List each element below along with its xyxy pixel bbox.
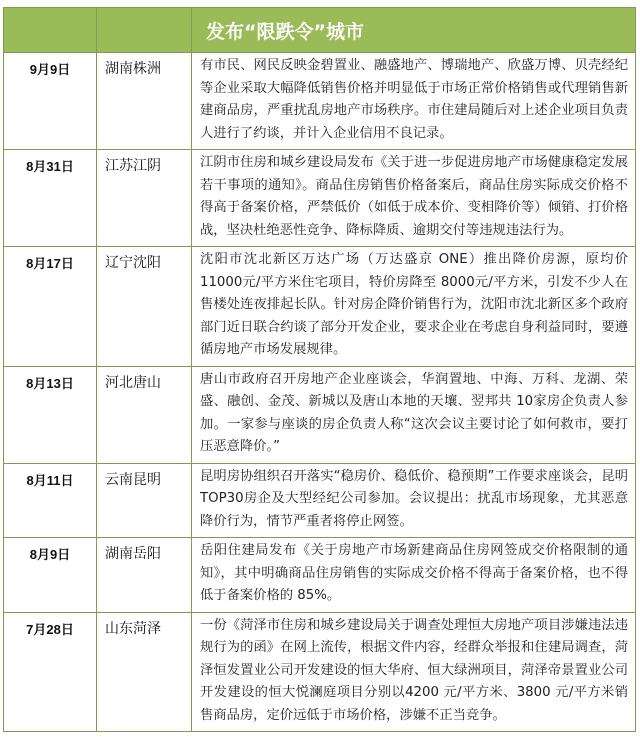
row-description: 江阴市住房和城乡建设局发布《关于进一步促进房地产市场健康稳定发展若干事项的通知》。商品住房销售价格备案后，商品住房实际成交价格不得高于备案价格，严禁低价（如低于成本价、变相降价等）倾销、打价格战，坚决杜绝恶性竞争、降标降质、逾期交付等违规违法行为。 (192, 150, 636, 247)
table-row (4, 53, 636, 150)
row-description: 岳阳住建局发布《关于房地产市场新建商品住房网签成交价格限制的通知》，其中明确商品住房销售的实际成交价格不得高于备案价格，也不得低于备案价格的 85%。 (192, 538, 636, 613)
row-date: 9月9日 (4, 53, 97, 150)
row-city: 云南昆明 (97, 463, 192, 538)
table-row (4, 612, 636, 732)
table-row (4, 366, 636, 463)
row-description: 昆明房协组织召开落实“稳房价、稳低价、稳预期”工作要求座谈会，昆明 TOP30房企及大型经纪公司参加。会议提出：扰乱市场现象，尤其恶意降价行为，情节严重者将停止网签。 (192, 463, 636, 538)
table-row (4, 538, 636, 613)
table-row (4, 247, 636, 367)
row-city: 江苏江阴 (97, 150, 192, 247)
row-date: 8月13日 (4, 366, 97, 463)
row-city: 山东菏泽 (97, 612, 192, 732)
header-empty-cell (97, 8, 192, 53)
table-title: 发布“限跌令”城市 (192, 8, 636, 53)
row-city: 湖南株洲 (97, 53, 192, 150)
row-city: 河北唐山 (97, 366, 192, 463)
city-price-restriction-table (3, 7, 636, 732)
row-city: 辽宁沈阳 (97, 247, 192, 367)
row-description: 唐山市政府召开房地产企业座谈会，华润置地、中海、万科、龙湖、荣盛、融创、金茂、新城以及唐山本地的天壤、翌邦共 10家房企负责人参加。一家参与座谈的房企负责人称“这次会议主要讨论了如何救市，要打压恶意降价。” (192, 366, 636, 463)
table-row (4, 463, 636, 538)
row-description: 沈阳市沈北新区万达广场（万达盛京 ONE）推出降价房源，原均价 11000元/平方米住宅项目，特价房降至 8000元/平方米，引发不少人在售楼处连夜排起长队。针对房企降价销售行为，沈阳市沈北新区多个政府部门近日联合约谈了部分开发企业，要求企业在考虑自身利益同时，要遵循房地产市场发展规律。 (192, 247, 636, 367)
row-description: 有市民、网民反映金碧置业、融盛地产、博瑞地产、欣盛万博、贝壳经纪等企业采取大幅降低销售价格并明显低于市场正常价格销售或代理销售新建商品房，严重扰乱房地产市场秩序。市住建局随后对上述企业项目负责人进行了约谈，并计入企业信用不良记录。 (192, 53, 636, 150)
row-date: 8月17日 (4, 247, 97, 367)
table-header-row (4, 8, 636, 53)
row-date: 8月31日 (4, 150, 97, 247)
row-date: 8月9日 (4, 538, 97, 613)
row-date: 7月28日 (4, 612, 97, 732)
header-empty-cell (4, 8, 97, 53)
row-description: 一份《菏泽市住房和城乡建设局关于调查处理恒大房地产项目涉嫌违法违规行为的函》在网上流传，根据文件内容，经群众举报和住建局调查，菏泽恒发置业公司开发建设的恒大华府、恒大绿洲项目，菏泽帝景置业公司开发建设的恒大悦澜庭项目分别以4200 元/平方米、3800 元/平方米销售商品房，定价远低于市场价格，涉嫌不正当竞争。 (192, 612, 636, 732)
table-row (4, 150, 636, 247)
row-city: 湖南岳阳 (97, 538, 192, 613)
row-date: 8月11日 (4, 463, 97, 538)
